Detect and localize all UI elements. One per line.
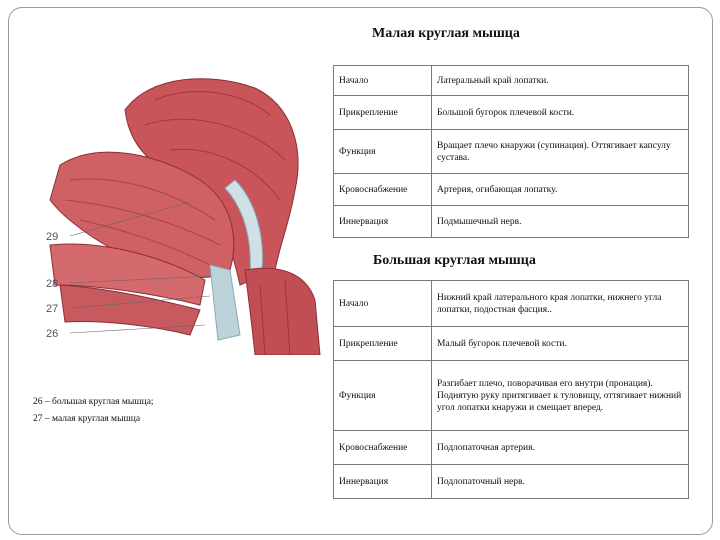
row-value: Артерия, огибающая лопатку.	[432, 174, 689, 206]
table-row	[334, 281, 689, 327]
row-label: Функция	[334, 361, 432, 431]
row-label: Иннервация	[334, 206, 432, 238]
table-row	[334, 327, 689, 361]
table-row	[334, 361, 689, 431]
teres-major-table	[333, 280, 689, 499]
teres-major-title: Большая круглая мышца	[373, 253, 536, 268]
table-row	[334, 431, 689, 465]
figure-label-27: 27	[46, 303, 59, 315]
row-label: Прикрепление	[334, 96, 432, 130]
teres-minor-title: Малая круглая мышца	[372, 26, 520, 41]
row-label: Иннервация	[334, 465, 432, 499]
row-value: Большой бугорок плечевой кости.	[432, 96, 689, 130]
row-value: Подлопаточная артерия.	[432, 431, 689, 465]
row-value: Подлопаточный нерв.	[432, 465, 689, 499]
shoulder-muscles-illustration	[40, 70, 340, 355]
figure-label-26: 26	[46, 328, 59, 340]
figure-label-28: 28	[46, 278, 59, 290]
figure-caption-26: 26 – большая круглая мышца;	[33, 397, 154, 407]
row-value: Нижний край латерального края лопатки, нижнего угла лопатки, подостная фасция..	[432, 281, 689, 327]
row-value: Малый бугорок плечевой кости.	[432, 327, 689, 361]
table-row	[334, 206, 689, 238]
row-label: Начало	[334, 66, 432, 96]
row-label: Кровоснабжение	[334, 431, 432, 465]
row-label: Прикрепление	[334, 327, 432, 361]
row-value: Разгибает плечо, поворачивая его внутри (пронация). Поднятую руку притягивает к туловищу, оттягивает нижний угол лопатки кнаружи и смещает вперед.	[432, 361, 689, 431]
figure-label-29: 29	[46, 231, 59, 243]
table-row	[334, 465, 689, 499]
row-value: Вращает плечо кнаружи (супинация). Оттягивает капсулу сустава.	[432, 130, 689, 174]
table-row	[334, 174, 689, 206]
row-label: Кровоснабжение	[334, 174, 432, 206]
figure-caption-27: 27 – малая круглая мышца	[33, 414, 141, 424]
row-value: Латеральный край лопатки.	[432, 66, 689, 96]
row-label: Функция	[334, 130, 432, 174]
teres-minor-table	[333, 65, 689, 238]
table-row	[334, 130, 689, 174]
table-row	[334, 66, 689, 96]
row-label: Начало	[334, 281, 432, 327]
table-row	[334, 96, 689, 130]
row-value: Подмышечный нерв.	[432, 206, 689, 238]
